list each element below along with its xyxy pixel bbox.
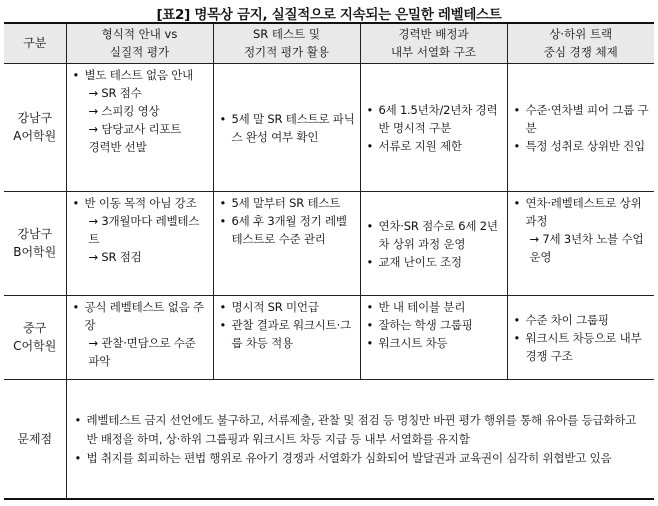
bullet-item	[512, 329, 651, 365]
bullet-subline: 경력반 선발	[88, 139, 147, 154]
bullet-list	[71, 194, 209, 266]
bullet-text: 별도 테스트 없음 안내	[84, 67, 194, 82]
bullet-text: 반 이동 목적 아님 강조	[84, 195, 197, 210]
issues-list	[73, 411, 649, 468]
bullet-text: 서류로 지원 제한	[378, 138, 462, 153]
cell-a-col3	[360, 63, 507, 191]
header-col4-line2: 중심 경쟁 체제	[543, 45, 618, 60]
bullet-text: 5세 말부터 SR 테스트	[231, 195, 341, 210]
cell-c-col2	[213, 295, 360, 379]
issue-item: • 레벨테스트 금지 선언에도 불구하고, 서류제출, 관찰 및 점검 등 명칭만 바뀐 평가 행위를 통해 유아를 등급화하고 반 배정을 하며, 상·하위 그룹핑과 워크시트 차등 지급 등 내부 서열화를 유지함	[73, 411, 649, 449]
header-col4-line1: 상·하위 트랙	[549, 27, 613, 42]
bullet-subline: → 담당교사 리포트	[88, 121, 182, 136]
bullet-list	[365, 101, 503, 155]
issues-cell	[66, 379, 654, 499]
header-col3	[360, 23, 507, 63]
table-row-c	[4, 295, 654, 379]
bullet-item	[71, 298, 209, 370]
row-label-c-line2: C어학원	[13, 339, 57, 353]
bullet-item	[365, 253, 503, 271]
bullet-item	[71, 194, 209, 266]
cell-a-col2	[213, 63, 360, 191]
bullet-item	[512, 137, 651, 155]
bullet-text: 5세 말 SR 테스트로 파닉스 완성 여부 확인	[231, 111, 355, 144]
bullet-list	[512, 311, 651, 365]
bullet-subline: → SR 점검	[88, 249, 142, 264]
header-row	[4, 23, 654, 63]
bullet-item	[512, 311, 651, 329]
header-col1	[66, 23, 213, 63]
cell-a-col1	[66, 63, 213, 191]
header-category: 구분	[4, 23, 66, 63]
bullet-list	[71, 66, 209, 156]
level-test-table	[4, 22, 654, 500]
row-label-a-line1: 강남구	[17, 111, 53, 125]
bullet-item	[365, 334, 503, 352]
header-col1-line1: 형식적 안내 vs	[101, 27, 178, 42]
header-col1-line2: 실질적 평가	[109, 45, 170, 60]
bullet-item	[71, 66, 209, 156]
cell-c-col1	[66, 295, 213, 379]
bullet-text: 연차·SR 점수로 6세 2년차 상위 과정 운영	[378, 218, 498, 251]
bullet-text: 6세 1.5년차/2년차 경력반 명시적 구분	[378, 102, 498, 135]
bullet-text: 교재 난이도 조정	[378, 254, 462, 269]
row-label-a-line2: A어학원	[13, 129, 57, 143]
bullet-item	[365, 137, 503, 155]
bullet-list	[512, 101, 651, 155]
bullet-text: 연차·레벨테스트로 상위 과정	[525, 195, 642, 228]
bullet-item	[512, 194, 651, 266]
bullet-text: 특정 성취로 상위반 진입	[525, 138, 645, 153]
bullet-subline: → 관찰·면담으로 수준 파악	[88, 335, 196, 368]
row-label-a	[4, 63, 66, 191]
bullet-text: 수준·연차별 피어 그룹 구분	[525, 102, 649, 135]
bullet-list	[365, 298, 503, 352]
bullet-item	[218, 194, 356, 212]
bullet-list	[71, 298, 209, 370]
bullet-text: 6세 후 3개월 정기 레벨테스트로 수준 관리	[231, 213, 347, 246]
bullet-item	[218, 212, 356, 248]
bullet-item	[218, 110, 356, 146]
row-label-b	[4, 191, 66, 295]
bullet-item	[218, 298, 356, 316]
table-row-b	[4, 191, 654, 295]
row-label-c-line1: 중구	[23, 321, 47, 335]
bullet-list	[365, 217, 503, 271]
bullet-item	[218, 316, 356, 352]
bullet-subline: → 3개월마다 레벨테스트	[88, 213, 200, 246]
bullet-item	[365, 101, 503, 137]
issue-item: • 법 취지를 회피하는 편법 행위로 유아기 경쟁과 서열화가 심화되어 발달권과 교육권이 심각히 위협받고 있음	[73, 449, 649, 468]
header-col2-line2: 정기적 평가 활용	[243, 45, 330, 60]
cell-b-col3	[360, 191, 507, 295]
bullet-subline: → SR 점수	[88, 85, 142, 100]
table-title: [표2] 명목상 금지, 실질적으로 지속되는 은밀한 레벨테스트	[156, 7, 502, 23]
bullet-text: 워크시트 차등	[378, 335, 448, 350]
header-col4	[507, 23, 654, 63]
bullet-list	[218, 298, 356, 352]
cell-a-col4	[507, 63, 654, 191]
bullet-text: 워크시트 차등으로 내부 경쟁 구조	[525, 330, 642, 363]
bullet-text: 잘하는 학생 그룹핑	[378, 317, 473, 332]
table-row-a	[4, 63, 654, 191]
table-row-issues	[4, 379, 654, 499]
bullet-list	[512, 194, 651, 266]
header-col2	[213, 23, 360, 63]
bullet-text: 명시적 SR 미언급	[231, 299, 319, 314]
bullet-item	[365, 316, 503, 334]
bullet-text: 관찰 결과로 워크시트·그룹 차등 적용	[231, 317, 351, 350]
bullet-text: 공식 레벨테스트 없음 주장	[84, 299, 204, 332]
bullet-subline: → 7세 3년차 노블 수업 운영	[529, 231, 644, 264]
bullet-item	[512, 101, 651, 137]
bullet-item	[365, 217, 503, 253]
cell-c-col4	[507, 295, 654, 379]
row-label-c	[4, 295, 66, 379]
cell-b-col2	[213, 191, 360, 295]
row-label-issues: 문제점	[4, 379, 66, 499]
row-label-b-line1: 강남구	[17, 227, 53, 241]
cell-c-col3	[360, 295, 507, 379]
bullet-list	[218, 194, 356, 248]
bullet-text: 수준 차이 그룹핑	[525, 312, 609, 327]
header-col3-line2: 내부 서열화 구조	[390, 45, 477, 60]
header-col2-line1: SR 테스트 및	[252, 27, 321, 42]
cell-b-col1	[66, 191, 213, 295]
bullet-list	[218, 110, 356, 146]
bullet-item	[365, 298, 503, 316]
header-col3-line1: 경력반 배정과	[398, 27, 469, 42]
row-label-b-line2: B어학원	[13, 245, 57, 259]
bullet-subline: → 스피킹 영상	[88, 103, 160, 118]
bullet-text: 반 내 테이블 분리	[378, 299, 466, 314]
cell-b-col4	[507, 191, 654, 295]
